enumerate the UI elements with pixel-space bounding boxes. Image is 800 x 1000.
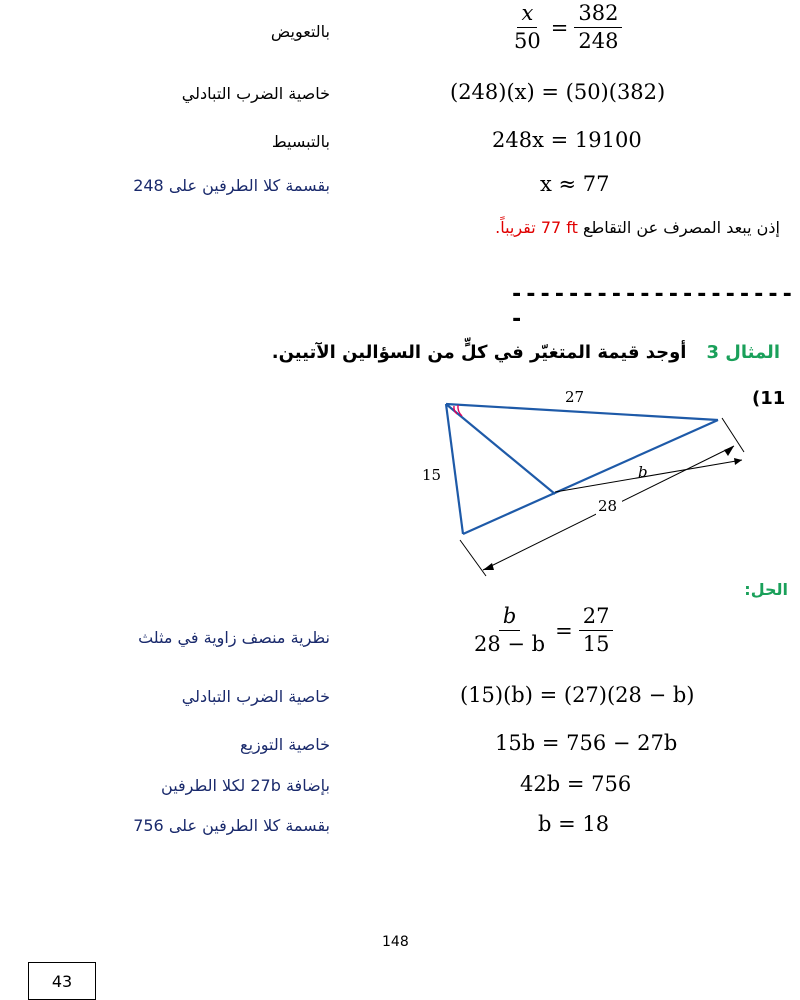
dim-28-arrowhead-left	[483, 563, 494, 570]
fraction-382-over-248	[574, 2, 622, 53]
reason-divide-248: بقسمة كلا الطرفين على 248	[133, 176, 330, 195]
equals-sign: =	[550, 15, 569, 40]
fraction-b-over-28-minus-b	[470, 605, 549, 656]
reason-cross-product-2: خاصية الضرب التبادلي	[181, 687, 330, 706]
frac-den-28-minus-b: 28 − b	[474, 632, 546, 657]
equation-simplify: 248x = 19100	[492, 128, 642, 152]
frac-num-382: 382	[574, 2, 622, 28]
fraction-x-over-50	[510, 2, 545, 53]
equation-result-x: x ≈ 77	[540, 172, 610, 196]
conclusion-value: 77 ft	[540, 218, 578, 237]
triangle-diagram	[400, 380, 760, 580]
example-label: المثال 3	[706, 342, 780, 363]
reason-add-27b: بإضافة 27b لكلا الطرفين	[161, 776, 330, 795]
example-header	[272, 342, 780, 363]
equation-distributive: 15b = 756 − 27b	[495, 731, 678, 755]
dim-28-arrowhead-right	[724, 446, 734, 456]
solution-label: الحل:	[744, 580, 788, 599]
frac-den-15: 15	[582, 632, 610, 657]
equals-sign-2: =	[555, 618, 573, 643]
conclusion-before: إذن يبعد المصرف عن التقاطع	[577, 218, 780, 237]
equation-42b: 42b = 756	[520, 772, 632, 796]
frac-den-50: 50	[514, 29, 541, 54]
box-number: 43	[28, 962, 96, 1000]
label-15: 15	[422, 466, 442, 484]
b-dimension-line	[555, 460, 742, 492]
equation-cross-product: (248)(x) = (50)(382)	[450, 80, 666, 104]
reason-simplify: بالتبسيط	[271, 132, 330, 151]
frac-den-248: 248	[578, 29, 619, 54]
reason-cross-product: خاصية الضرب التبادلي	[181, 84, 330, 103]
frac-num-27: 27	[579, 605, 614, 631]
example-instruction: أوجد قيمة المتغيّر في كلٍّ من السؤالين الآتيين.	[271, 342, 687, 363]
fraction-27-over-15	[579, 605, 614, 656]
angle-arc-mark	[454, 406, 457, 414]
side-27	[446, 404, 718, 420]
reason-angle-bisector: نظرية منصف زاوية في مثلث	[138, 628, 330, 647]
dashed-separator: ---------------------	[510, 282, 795, 332]
b-arrowhead	[734, 458, 742, 465]
conclusion-text	[495, 218, 780, 237]
page-number: 148	[382, 934, 409, 950]
angle-bisector	[446, 404, 555, 494]
extension-line-left	[460, 540, 486, 576]
frac-num-x: x	[521, 1, 534, 25]
conclusion-after: تقريباً.	[495, 218, 541, 237]
question-number: (11	[752, 388, 786, 409]
equation-substitution	[510, 2, 622, 53]
label-28: 28	[598, 497, 618, 515]
equation-bisector-ratio	[470, 605, 613, 656]
equation-cross-product-2: (15)(b) = (27)(28 − b)	[460, 683, 695, 707]
reason-divide-756: بقسمة كلا الطرفين على 756	[133, 816, 330, 835]
side-15	[446, 404, 463, 534]
reason-distributive: خاصية التوزيع	[240, 735, 330, 754]
equation-result-b: b = 18	[538, 812, 610, 836]
frac-num-b: b	[502, 604, 517, 628]
label-b: b	[638, 463, 648, 481]
label-27: 27	[565, 388, 585, 406]
reason-substitution: بالتعويض	[270, 22, 330, 41]
